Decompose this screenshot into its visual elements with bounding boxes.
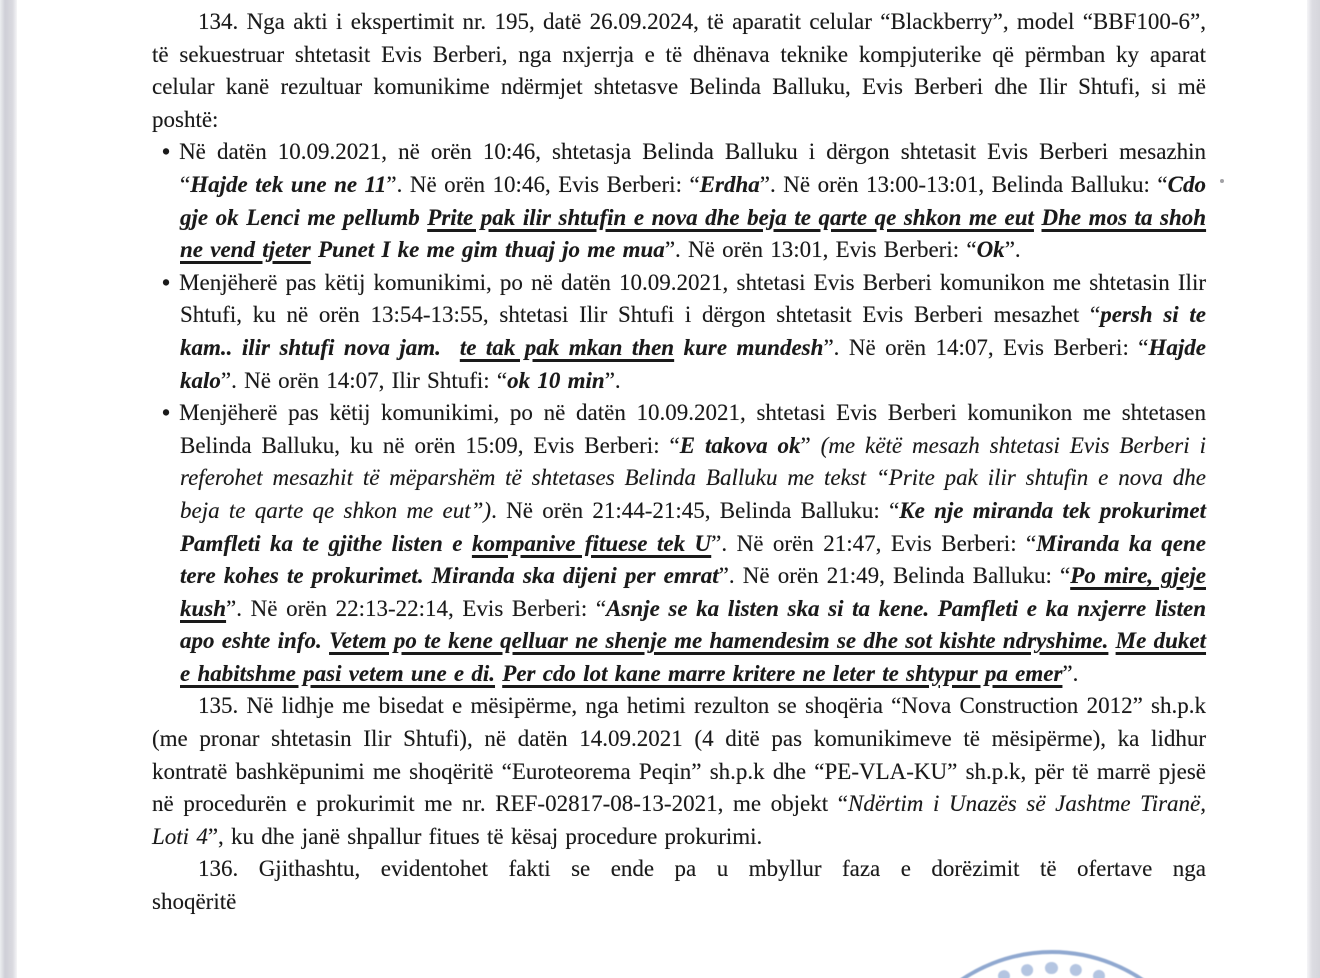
scan-edge-right	[1307, 0, 1320, 978]
document-body	[152, 6, 1206, 919]
text-run: Hajde kalo	[180, 334, 1207, 393]
text-run: ”.	[604, 367, 621, 393]
scan-artifact-dot	[1220, 179, 1224, 183]
text-run: ”. Në orën 14:07, Ilir Shtufi: “	[220, 367, 508, 393]
text-run	[1108, 628, 1115, 653]
text-run: Ndërtim i Unazës së Jashtme Tiranë, Loti 4	[152, 791, 1206, 849]
text-run: Menjëherë pas këtij komunikimi, po në datën 10.09.2021, shtetasi Evis Berberi komunikon me shtetasen Belinda Balluku, ku në orën 15:09, Evis Berberi: “	[179, 400, 1206, 458]
text-run: Per cdo lot kane marre kritere ne leter te shtypur pa emer	[502, 660, 1063, 686]
official-stamp	[889, 950, 1215, 978]
text-run: Cdo gje ok Lenci me pellumb	[180, 171, 1206, 230]
paragraph-134	[152, 6, 1206, 136]
text-run: ”. Në orën 10:46, Evis Berberi: “	[386, 171, 700, 197]
text-run: E takova ok	[679, 432, 801, 458]
text-run: ”	[800, 432, 821, 458]
text-run: 134. Nga akti i ekspertimit nr. 195, datë 26.09.2024, të aparatit celular “Blackberry”, model “BBF100-6”, të sekuestruar shtetasit Evis Berberi, nga nxjerrja e të dhënava teknike kompjuterike që përmban ky aparat celular kanë rezultuar komunikime ndërmjet shtetasve Belinda Balluku, Evis Berberi dhe Ilir Shtufi, si më poshtë:	[152, 9, 1206, 132]
text-run: Dhe mos ta shoh ne vend tjeter	[180, 204, 1207, 263]
text-run: kompanive fituese tek U	[471, 530, 712, 556]
text-run: ”. Në orën 22:13-22:14, Evis Berberi: “	[226, 595, 607, 621]
text-run: Erdha	[699, 171, 760, 197]
text-run: . Në orën 21:44-21:45, Belinda Balluku: “	[491, 497, 900, 523]
bullet-item-1	[162, 136, 1206, 266]
text-run: Punet I ke me gim thuaj jo me mua	[310, 237, 665, 263]
stamp-inner-ring	[901, 962, 1203, 978]
text-run	[1034, 205, 1042, 230]
paragraph-136	[152, 853, 1206, 918]
text-run: Menjëherë pas këtij komunikimi, po në datën 10.09.2021, shtetasi Evis Berberi komunikon me shtetasin Ilir Shtufi, ku në orën 13:54-13:55, shtetasi Ilir Shtufi i dërgon shtetasit Evis Berberi mesazhet “	[179, 269, 1206, 328]
paragraph-135	[152, 690, 1206, 853]
text-run: ”.	[1004, 237, 1021, 263]
bullet-text	[179, 400, 1206, 686]
text-run: Hajde tek une ne 11	[190, 171, 387, 197]
text-run: ”. Në orën 13:01, Evis Berberi: “	[664, 237, 977, 263]
text-run: 136. Gjithashtu, evidentohet fakti se ende pa u mbyllur faza e dorëzimit të ofertave nga shoqëritë	[152, 856, 1206, 915]
text-run: persh si te kam.. ilir shtufi nova jam.	[180, 302, 1206, 360]
text-run: 135. Në lidhje me bisedat e mësipërme, nga hetimi rezulton se shoqëria “Nova Construction 2012” sh.p.k (me pronar shtetasin Ilir Shtufi), në datën 14.09.2021 (4 ditë pas komunikimeve të mësipërme), ka lidhur kontratë bashkëpunimi me shoqëritë “Euroteorema Peqin” sh.p.k dhe “PE-VLA-KU” sh.p.k, për të marrë pjesë në procedurën e prokurimit me nr. REF-02817-08-13-2021, me objekt “	[152, 693, 1206, 817]
text-run: ”.	[1062, 660, 1079, 686]
bullet-item-3	[162, 397, 1206, 690]
text-run: Po mire, gjeje kush	[180, 563, 1206, 621]
text-run: Asnje se ka listen ska si ta kene. Pamfleti e ka nxjerre listen apo eshte info.	[180, 595, 1206, 654]
text-run: (me këtë mesazh shtetasi Evis Berberi i referohet mesazhit të mëparshëm të shtetases Belinda Balluku me tekst “Prite pak ilir shtufin e nova dhe beja te qarte qe shkon me eut”)	[180, 432, 1206, 523]
bullet-icon: •	[162, 139, 171, 165]
text-run: Miranda ka qene tere kohes te prokurimet. Miranda ska dijeni per emrat	[180, 530, 1207, 589]
bullet-item-2	[162, 267, 1206, 397]
text-run: Prite pak ilir shtufin e nova dhe beja te qarte qe shkon me eut	[427, 204, 1034, 230]
bullet-icon: •	[162, 400, 171, 426]
text-run: Në datën 10.09.2021, në orën 10:46, shtetasja Belinda Balluku i dërgon shtetasit Evis Berberi mesazhin “	[179, 139, 1206, 197]
text-run: ”. Në orën 13:00-13:01, Belinda Balluku: “	[759, 171, 1168, 197]
text-run: kure mundesh	[674, 334, 824, 360]
text-run: Me duket e habitshme pasi vetem une e di.	[180, 628, 1207, 686]
text-run: Ke nje miranda tek prokurimet Pamfleti ka te gjithe listen e	[180, 497, 1206, 556]
text-run: ”. Në orën 14:07, Evis Berberi: “	[823, 334, 1149, 360]
bullet-text	[179, 270, 1206, 393]
text-run: ”. Në orën 21:49, Belinda Balluku: “	[718, 563, 1071, 589]
text-run: Vetem po te kene qelluar ne shenje me hamendesim se dhe sot kishte ndryshime.	[329, 628, 1109, 654]
text-run: te tak pak mkan then	[459, 334, 675, 360]
text-run: ok 10 min	[507, 367, 605, 393]
bullet-text	[179, 139, 1206, 262]
bullet-icon: •	[162, 269, 171, 295]
text-run: ”. Në orën 21:47, Evis Berberi: “	[711, 530, 1037, 556]
scan-edge-left	[0, 0, 17, 978]
text-run: ”, ku dhe janë shpallur fitues të kësaj procedure prokurimi.	[207, 823, 763, 849]
text-run: Ok	[976, 237, 1005, 263]
